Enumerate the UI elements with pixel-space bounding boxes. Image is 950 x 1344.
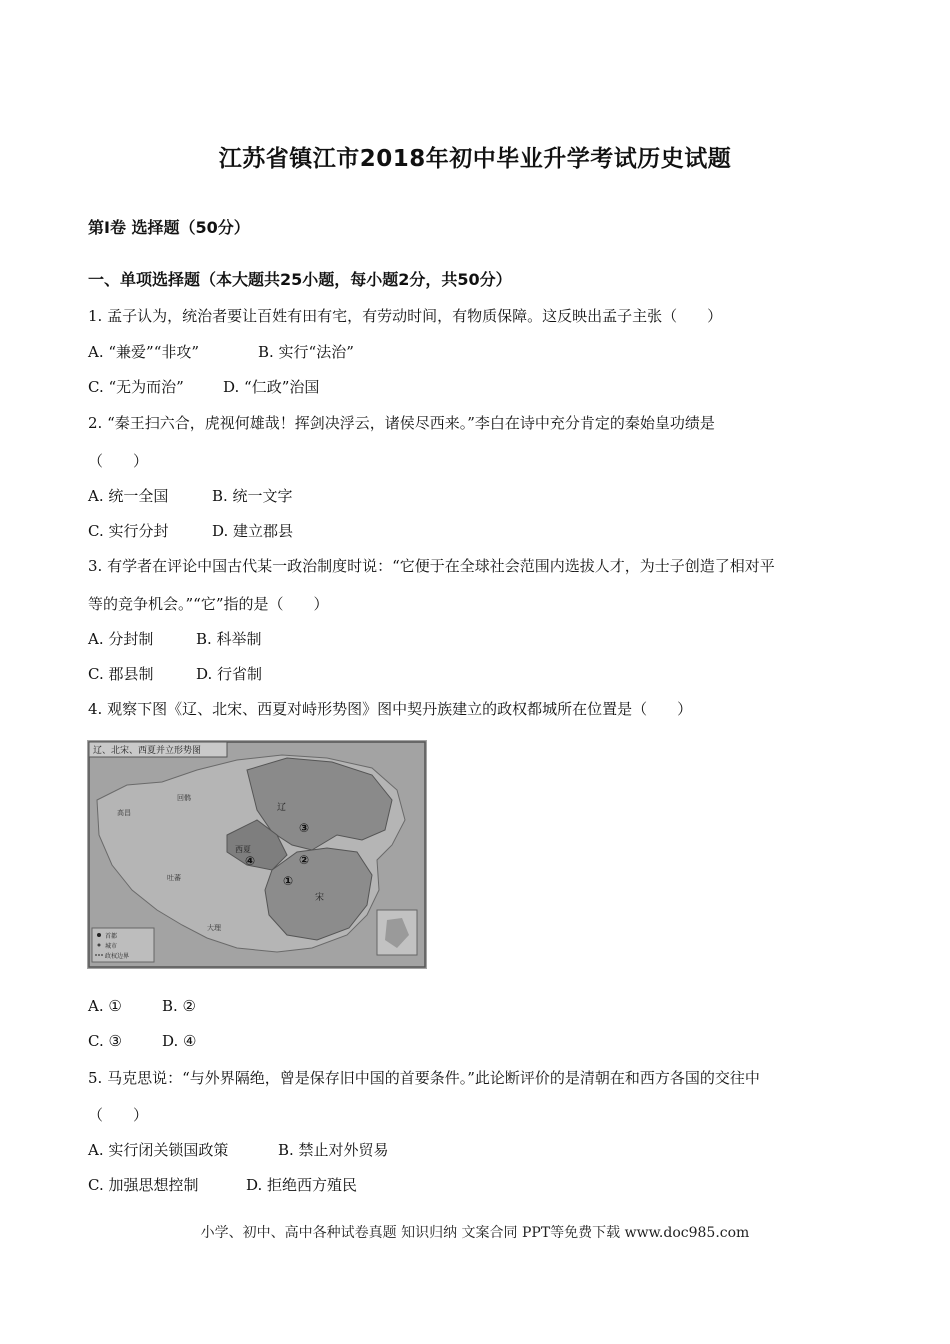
legend-capital: 首都 <box>105 933 118 940</box>
question-1-stem: 1. 孟子认为，统治者要让百姓有田有宅，有劳动时间，有物质保障。这反映出孟子主张（ ） <box>88 307 723 325</box>
marker-1: ① <box>283 874 294 888</box>
historical-map-image <box>87 740 427 969</box>
option-b: B. 禁止对外贸易 <box>278 1141 389 1159</box>
option-b: B. 科举制 <box>196 630 262 648</box>
question-5-paren: （ ） <box>88 1106 149 1124</box>
question-2-options-row2 <box>88 520 293 541</box>
map-label-song: 宋 <box>315 893 325 903</box>
map-title: 辽、北宋、西夏并立形势图 <box>93 746 202 756</box>
option-c: C. 郡县制 <box>88 665 154 683</box>
question-1-options-row1 <box>88 341 354 362</box>
question-5-options-row2 <box>88 1174 357 1195</box>
question-2-paren: （ ） <box>88 452 149 470</box>
map-label-dali: 大理 <box>207 924 221 932</box>
option-a: A. 统一全国 <box>88 487 169 505</box>
option-b: B. ② <box>162 997 197 1015</box>
map-label-tubo: 吐蕃 <box>167 874 181 882</box>
marker-4: ④ <box>245 854 256 868</box>
option-c: C. 加强思想控制 <box>88 1176 199 1194</box>
option-a: A. ① <box>88 997 122 1015</box>
part-heading: 第I卷 选择题（50分） <box>88 218 250 237</box>
option-a: A. 实行闭关锁国政策 <box>88 1141 229 1159</box>
option-d: D. “仁政”治国 <box>223 378 320 396</box>
marker-2: ② <box>299 853 310 867</box>
option-a: A. “兼爱”“非攻” <box>88 343 200 361</box>
question-2-stem: 2. “秦王扫六合，虎视何雄哉！挥剑决浮云，诸侯尽西来。”李白在诗中充分肯定的秦始皇功绩是 <box>88 414 715 432</box>
option-c: C. “无为而治” <box>88 378 184 396</box>
section-heading: 一、单项选择题（本大题共25小题，每小题2分，共50分） <box>88 270 512 289</box>
map-label-huihu: 回鹘 <box>177 794 191 802</box>
question-2-options-row1 <box>88 485 293 506</box>
legend-border: 政权边界 <box>105 953 130 960</box>
option-a: A. 分封制 <box>88 630 154 648</box>
question-3-options-row1 <box>88 628 262 649</box>
question-1-options-row2 <box>88 376 319 397</box>
page-footer: 小学、初中、高中各种试卷真题 知识归纳 文案合同 PPT等免费下载 www.doc985.com <box>200 1225 750 1241</box>
option-b: B. 实行“法治” <box>258 343 354 361</box>
question-3-options-row2 <box>88 663 262 684</box>
marker-3: ③ <box>299 821 310 835</box>
map-label-liao: 辽 <box>277 803 287 813</box>
map-label-xixia: 西夏 <box>235 845 251 854</box>
question-4-stem: 4. 观察下图《辽、北宋、西夏对峙形势图》图中契丹族建立的政权都城所在位置是（ ） <box>88 700 693 718</box>
option-d: D. 行省制 <box>196 665 263 683</box>
question-4-options-row1 <box>88 997 196 1015</box>
option-d: D. 建立郡县 <box>212 522 294 540</box>
legend-city: 城市 <box>105 943 118 950</box>
option-b: B. 统一文字 <box>212 487 293 505</box>
map-drawing <box>87 740 427 969</box>
map-label-gaochang: 高昌 <box>117 809 131 817</box>
question-5-stem: 5. 马克思说：“与外界隔绝，曾是保存旧中国的首要条件。”此论断评价的是清朝在和西方各国的交往中 <box>88 1069 760 1087</box>
option-c: C. 实行分封 <box>88 522 169 540</box>
page-title: 江苏省镇江市2018年初中毕业升学考试历史试题 <box>218 146 732 172</box>
question-3-stem-line1: 3. 有学者在评论中国古代某一政治制度时说：“它便于在全球社会范围内选拔人才，为士子创造了相对平 <box>88 557 775 575</box>
option-d: D. ④ <box>162 1032 197 1050</box>
question-4-options-row2 <box>88 1032 196 1050</box>
option-d: D. 拒绝西方殖民 <box>246 1176 358 1194</box>
question-5-options-row1 <box>88 1139 389 1160</box>
option-c: C. ③ <box>88 1032 122 1050</box>
question-3-stem-line2: 等的竞争机会。”“它”指的是（ ） <box>88 595 329 613</box>
